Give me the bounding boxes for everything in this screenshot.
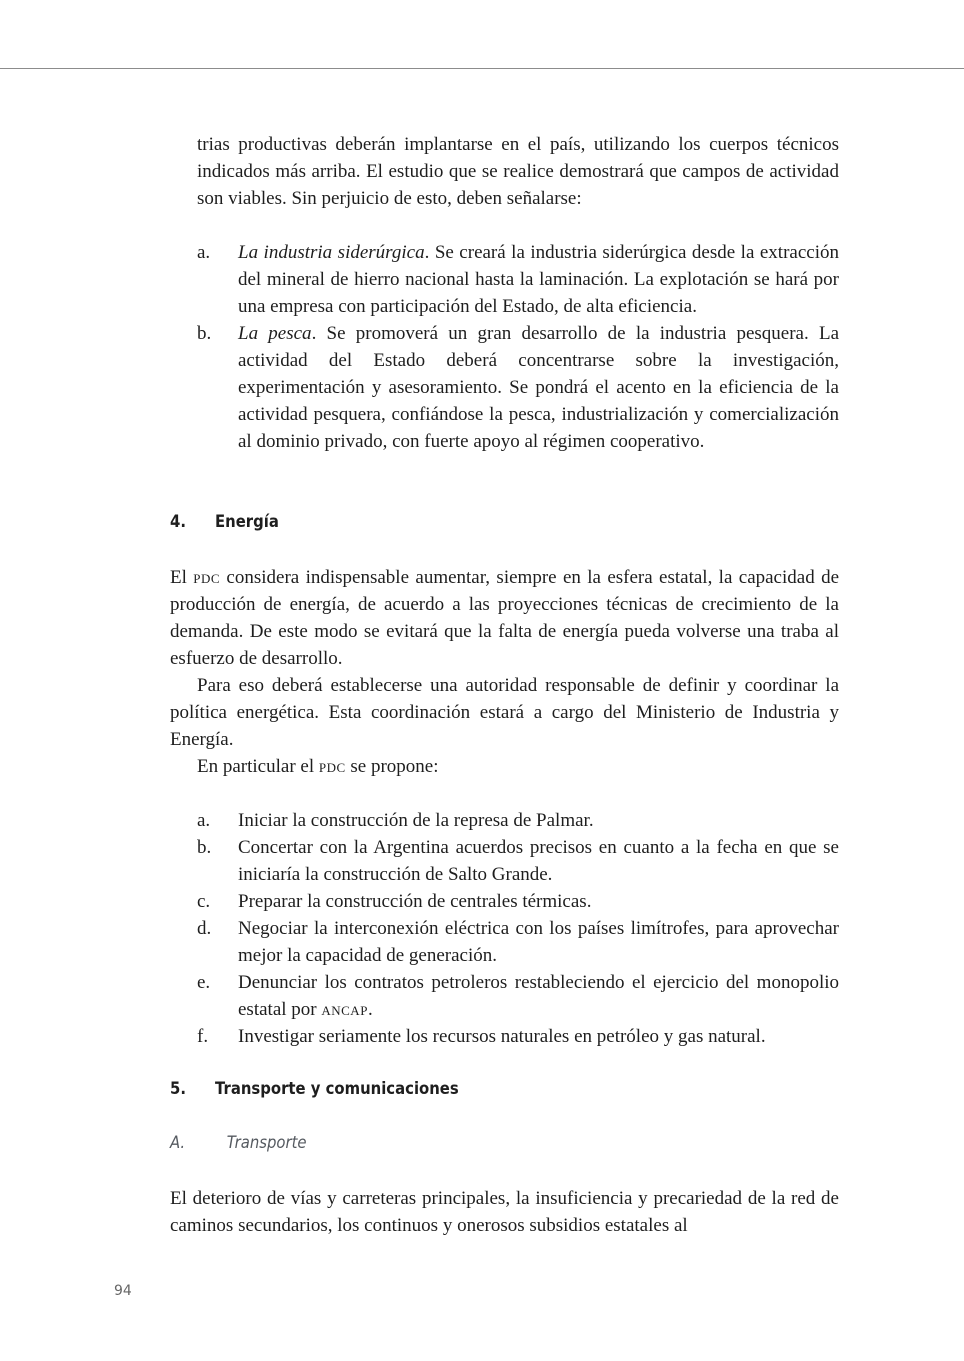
list-marker: e. xyxy=(197,972,211,993)
item-text: Preparar la construcción de centrales térmicas. xyxy=(238,891,592,912)
energy-paragraph-2: Para eso deberá establecerse una autoridad responsable de definir y coordinar la política energética. Esta coordinación estará a cargo del Ministerio de Industria y Energía. xyxy=(170,675,839,750)
page-number: 94 xyxy=(114,1283,132,1299)
item-text: Negociar la interconexión eléctrica con los países limítrofes, para aprovechar mejor la capacidad de generación. xyxy=(238,918,839,966)
item-lead: La pesca xyxy=(238,323,312,344)
intro-paragraph: trias productivas deberán implantarse en el país, utilizando los cuerpos técnicos indicados más arriba. El estudio que se realice demostrará que campos de actividad son viables. Sin perjuicio de esto, deben señalarse: xyxy=(197,134,839,209)
block-2 xyxy=(170,564,839,1050)
block-3 xyxy=(170,1185,839,1239)
section-title: Transporte y comunicaciones xyxy=(215,1079,459,1098)
list-marker: b. xyxy=(197,323,212,344)
ancap-abbr: ancap xyxy=(321,999,368,1020)
item-text: . Se creará la industria siderúrgica desde la extracción del mineral de hierro nacional hasta la laminación. La explotación se hará por una empresa con participación del Estado, de alta eficiencia. xyxy=(238,242,839,317)
list-item xyxy=(170,320,839,455)
energy-list xyxy=(170,807,839,1050)
energy-paragraph-3: En particular el pdc se propone: xyxy=(197,756,439,777)
item-text: Iniciar la construcción de la represa de Palmar. xyxy=(238,810,594,831)
block-1 xyxy=(170,131,839,455)
list-item xyxy=(170,807,839,834)
item-text: Concertar con la Argentina acuerdos precisos en cuanto a la fecha en que se iniciaría la construcción de Salto Grande. xyxy=(238,837,839,885)
item-text: Denunciar los contratos petroleros restableciendo el ejercicio del monopolio estatal por xyxy=(238,972,839,1020)
list-item xyxy=(170,888,839,915)
list-marker: b. xyxy=(197,837,212,858)
list-marker: a. xyxy=(197,810,211,831)
industry-list xyxy=(170,239,839,455)
section-number: 4. xyxy=(170,512,186,531)
section-5-heading xyxy=(170,1079,459,1098)
section-title: Energía xyxy=(215,512,279,531)
list-item xyxy=(170,915,839,969)
pdc-abbr: pdc xyxy=(318,756,346,777)
subsection-number: A. xyxy=(170,1133,186,1152)
section-number: 5. xyxy=(170,1079,186,1098)
item-text: Investigar seriamente los recursos naturales en petróleo y gas natural. xyxy=(238,1026,766,1047)
list-item xyxy=(170,834,839,888)
list-item xyxy=(170,239,839,320)
list-marker: a. xyxy=(197,242,211,263)
section-4-heading xyxy=(170,512,279,531)
list-item xyxy=(170,1023,839,1050)
subsection-a-heading xyxy=(170,1133,307,1152)
list-marker: f. xyxy=(197,1026,209,1047)
list-item: e. Denunciar los contratos petroleros restableciendo el ejercicio del monopolio estatal por ancap. xyxy=(170,969,839,1023)
list-marker: c. xyxy=(197,891,211,912)
list-marker: d. xyxy=(197,918,212,939)
subsection-title: Transporte xyxy=(226,1133,307,1152)
energy-paragraph-1: El pdc considera indispensable aumentar, siempre en la esfera estatal, la capacidad de producción de energía, de acuerdo a las proyecciones técnicas de crecimiento de la demanda. De este modo se evitará que la falta de energía pueda volverse una traba al esfuerzo de desarrollo. xyxy=(170,567,840,669)
pdc-abbr: pdc xyxy=(193,567,221,588)
item-lead: La industria siderúrgica xyxy=(238,242,425,263)
header-rule xyxy=(0,68,964,69)
transport-paragraph: El deterioro de vías y carreteras principales, la insuficiencia y precariedad de la red de caminos secundarios, los continuos y onerosos subsidios estatales al xyxy=(170,1188,839,1236)
item-text: . Se promoverá un gran desarrollo de la industria pesquera. La actividad del Estado deberá concentrarse sobre la investigación, experimentación y asesoramiento. Se pondrá el acento en la eficiencia de la actividad pesquera, confiándose la pesca, industrialización y comercialización al dominio privado, con fuerte apoyo al régimen cooperativo. xyxy=(238,323,840,452)
